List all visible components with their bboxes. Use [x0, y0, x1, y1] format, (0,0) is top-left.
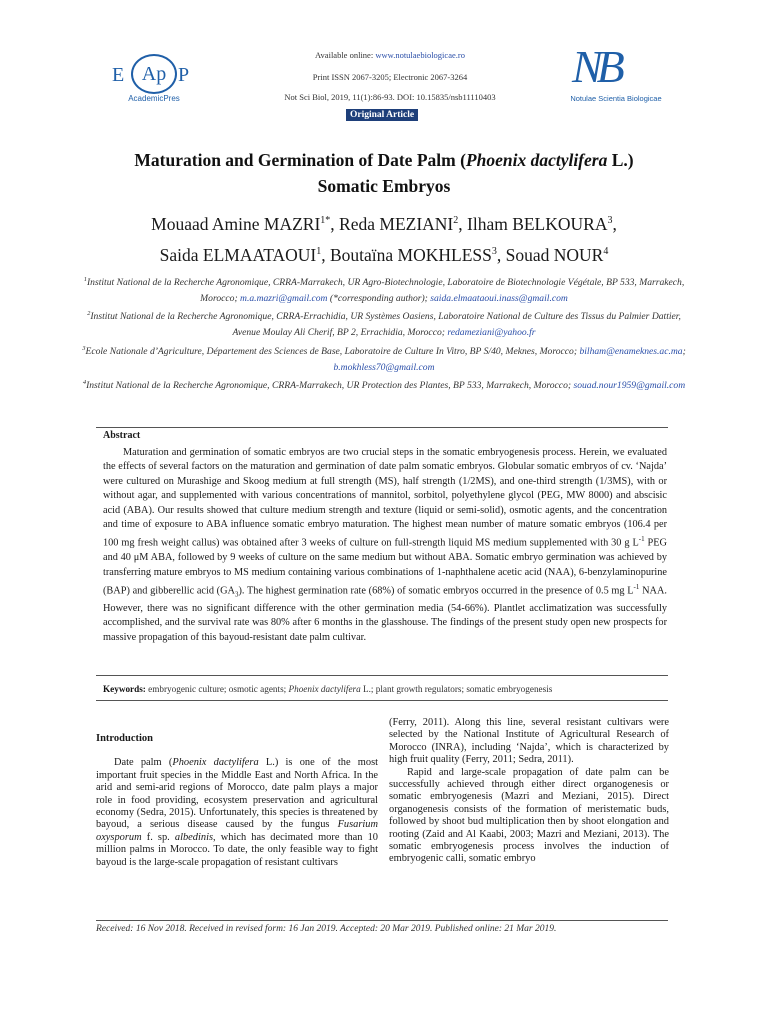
affiliation-3: $^3$Ecole Nationale d’Agriculture, Département des Sciences de Base, Laboratoire de Culture In Vitro, BP S/40, Meknes, Morocco; bilham@enameknes.ac.ma; b.mokhless70@gmail.com	[82, 344, 686, 373]
email-link[interactable]: redameziani@yahoo.fr	[447, 327, 536, 339]
authors-line-2: Saida ELMAATAOUI$^1$, Boutaïna MOKHLESS$^3$, Souad NOUR$^4$	[159, 244, 609, 265]
logo-ap-circle: Ap	[131, 54, 177, 94]
keywords-label: Keywords:	[103, 684, 146, 694]
available-online-line: Available online: www.notulaebiologicae.ro	[315, 50, 465, 60]
abstract-bottom-rule	[96, 675, 668, 676]
email-link[interactable]: bilham@enameknes.ac.ma	[579, 345, 683, 357]
affiliations	[80, 272, 688, 394]
authors-line-1: Mouaad Amine $MAZRI^{1*}$, Reda MEZIANI$^2$, Ilham BELKOURA$^3$,	[151, 213, 617, 234]
footer-rule	[96, 920, 668, 921]
abstract-heading: Abstract	[103, 430, 141, 441]
affiliation-1: $^1$Institut National de la Recherche Agronomique, CRRA-Marrakech, UR Agro-Biotechnologie, Laboratoire de Biotechnologie Végétale, BP 533, Marrakech, Morocco; m.a.mazri@gmail.com (*corresponding author); saida.elmaataoui.inass@gmail.com	[83, 276, 685, 304]
intro-left-column	[96, 733, 378, 869]
keywords-line: Keywords: embryogenic culture; osmotic agents; Phoenix dactylifera L.; plant growth regulators; somatic embryogenesis	[103, 684, 553, 694]
abstract-top-rule	[96, 427, 668, 428]
article-title: Maturation and Germination of Date Palm (Phoenix dactylifera L.) Somatic Embryos	[134, 150, 634, 196]
intro-right-column	[389, 717, 669, 866]
publisher-name: AcademicPres	[128, 94, 180, 103]
affiliation-4: $^4$Institut National de la Recherche Agronomique, CRRA-Marrakech, UR Protection des Plantes, BP 533, Marrakech, Morocco; souad.nour1959@gmail.com	[82, 379, 686, 392]
abstract-text: Maturation and germination of somatic embryos are two crucial steps in the somatic embryogenesis process. Herein, we evaluated the effects of several factors on the maturation and germination of date palm somatic embryos. Globular somatic embryos of cv. ‘Najda’ were cultured on Murashige and Skoog medium at full strength (MS), half strength (1/2MS), and one-third strength (1/3MS), with or without agar, and supplemented with various concentrations of mannitol, sorbitol, polyethylene glycol (PEG, MW 8000) and abscisic acid (ABA). Our results showed that culture medium strength and texture (liquid or semi-solid), osmotic agents, and the concentration and time of exposure to ABA influence somatic embryo maturation. The highest mean number of mature somatic embryos (106.4 per 100 mg fresh weight callus) was obtained after 3 weeks of culture on full-strength liquid MS medium supplemented with 30 g $L^{-1}$ PEG and 40 μM ABA, followed by 9 weeks of culture on the same medium but without ABA. Somatic embryo germination was achieved by transferring mature embryos to MS medium containing various combinations of 1-naphthalene acetic acid (NAA), 6-benzylaminopurine (BAP) and gibberellic acid $(GA_3)$. The highest germination rate (68%) of somatic embryos occurred in the presence of 0.5 mg $L^{-1}$ NAA. However, there was no significant difference with the other germination media (54-66%). Plantlet acclimatization was successfully accomplished, and the survival rate was 80% after 6 months in the glasshouse. The findings of the present study open new prospects for massive propagation of this bayoud-resistant date palm cultivar.	[103, 447, 667, 643]
intro-paragraph-1: Date palm (Phoenix dactylifera L.) is one of the most important fruit species in the Middle East and North Africa. In the arid and semi-arid regions of Morocco, date palm plays a major role in food providing, ecosystem preservation and agricultural economy (Sedra, 2015). Unfortunately, this species is threatened by bayoud, a serious disease caused by the fungus Fusarium oxysporum f. sp. albedinis, which has decimated more than 10 million palms in Morocco. To date, the only feasible way to fight bayoud is the large-scale propagation of resistant cultivars	[96, 757, 379, 868]
email-link[interactable]: b.mokhless70@gmail.com	[333, 361, 435, 373]
logo-letter-p: P	[178, 64, 190, 86]
received-dates: Received: 16 Nov 2018. Received in revised form: 16 Jan 2019. Accepted: 20 Mar 2019. Published online: 21 Mar 2019.	[96, 924, 557, 934]
email-link[interactable]: saida.elmaataoui.inass@gmail.com	[430, 292, 568, 304]
article-type-badge: Original Article	[346, 109, 418, 121]
email-link[interactable]: souad.nour1959@gmail.com	[573, 380, 686, 392]
email-link[interactable]: m.a.mazri@gmail.com	[240, 292, 328, 304]
journal-logo-mark: NB	[572, 41, 619, 92]
logo-letter-e: E	[112, 64, 125, 86]
introduction-heading: Introduction	[96, 733, 153, 744]
citation-line: Not Sci Biol, 2019, 11(1):86-93. DOI: 10.15835/nsb11110403	[284, 92, 496, 102]
affiliation-2: $^2$Institut National de la Recherche Agronomique, CRRA-Errachidia, UR Systèmes Oasiens, Laboratoire National de Culture des Tissus du Palmier Dattier, Avenue Moulay Ali Cherif, BP 2, Errachidia, Morocco; redameziani@yahoo.fr	[87, 310, 681, 339]
intro-paragraph-2: (Ferry, 2011). Along this line, several resistant cultivars were selected by the National Institute of Agricultural Research of Morocco (INRA), including ‘Najda’, which is characterized by high fruit quality (Ferry, 2011; Sedra, 2011).	[389, 717, 669, 766]
keywords-rule	[96, 700, 668, 701]
journal-name: Notulae Scientia Biologicae	[570, 94, 662, 103]
journal-logo	[560, 40, 670, 110]
author-list	[80, 207, 688, 269]
intro-paragraph-3: Rapid and large-scale propagation of date palm can be successfully achieved through either direct organogenesis or somatic embryogenesis (Mazri and Meziani, 2015). Direct organogenesis consists of the formation of meristematic buds, followed by shoot bud multiplication then by shoot elongation and rooting (Zaid and Al Kaabi, 2003; Mazri and Meziani, 2013). The somatic embryogenesis process involves the induction of embryogenic calli, somatic embryo	[389, 766, 669, 865]
publisher-logo	[108, 52, 200, 102]
issn-line: Print ISSN 2067-3205; Electronic 2067-3264	[312, 72, 468, 82]
journal-url-link[interactable]: www.notulaebiologicae.ro	[375, 50, 465, 60]
